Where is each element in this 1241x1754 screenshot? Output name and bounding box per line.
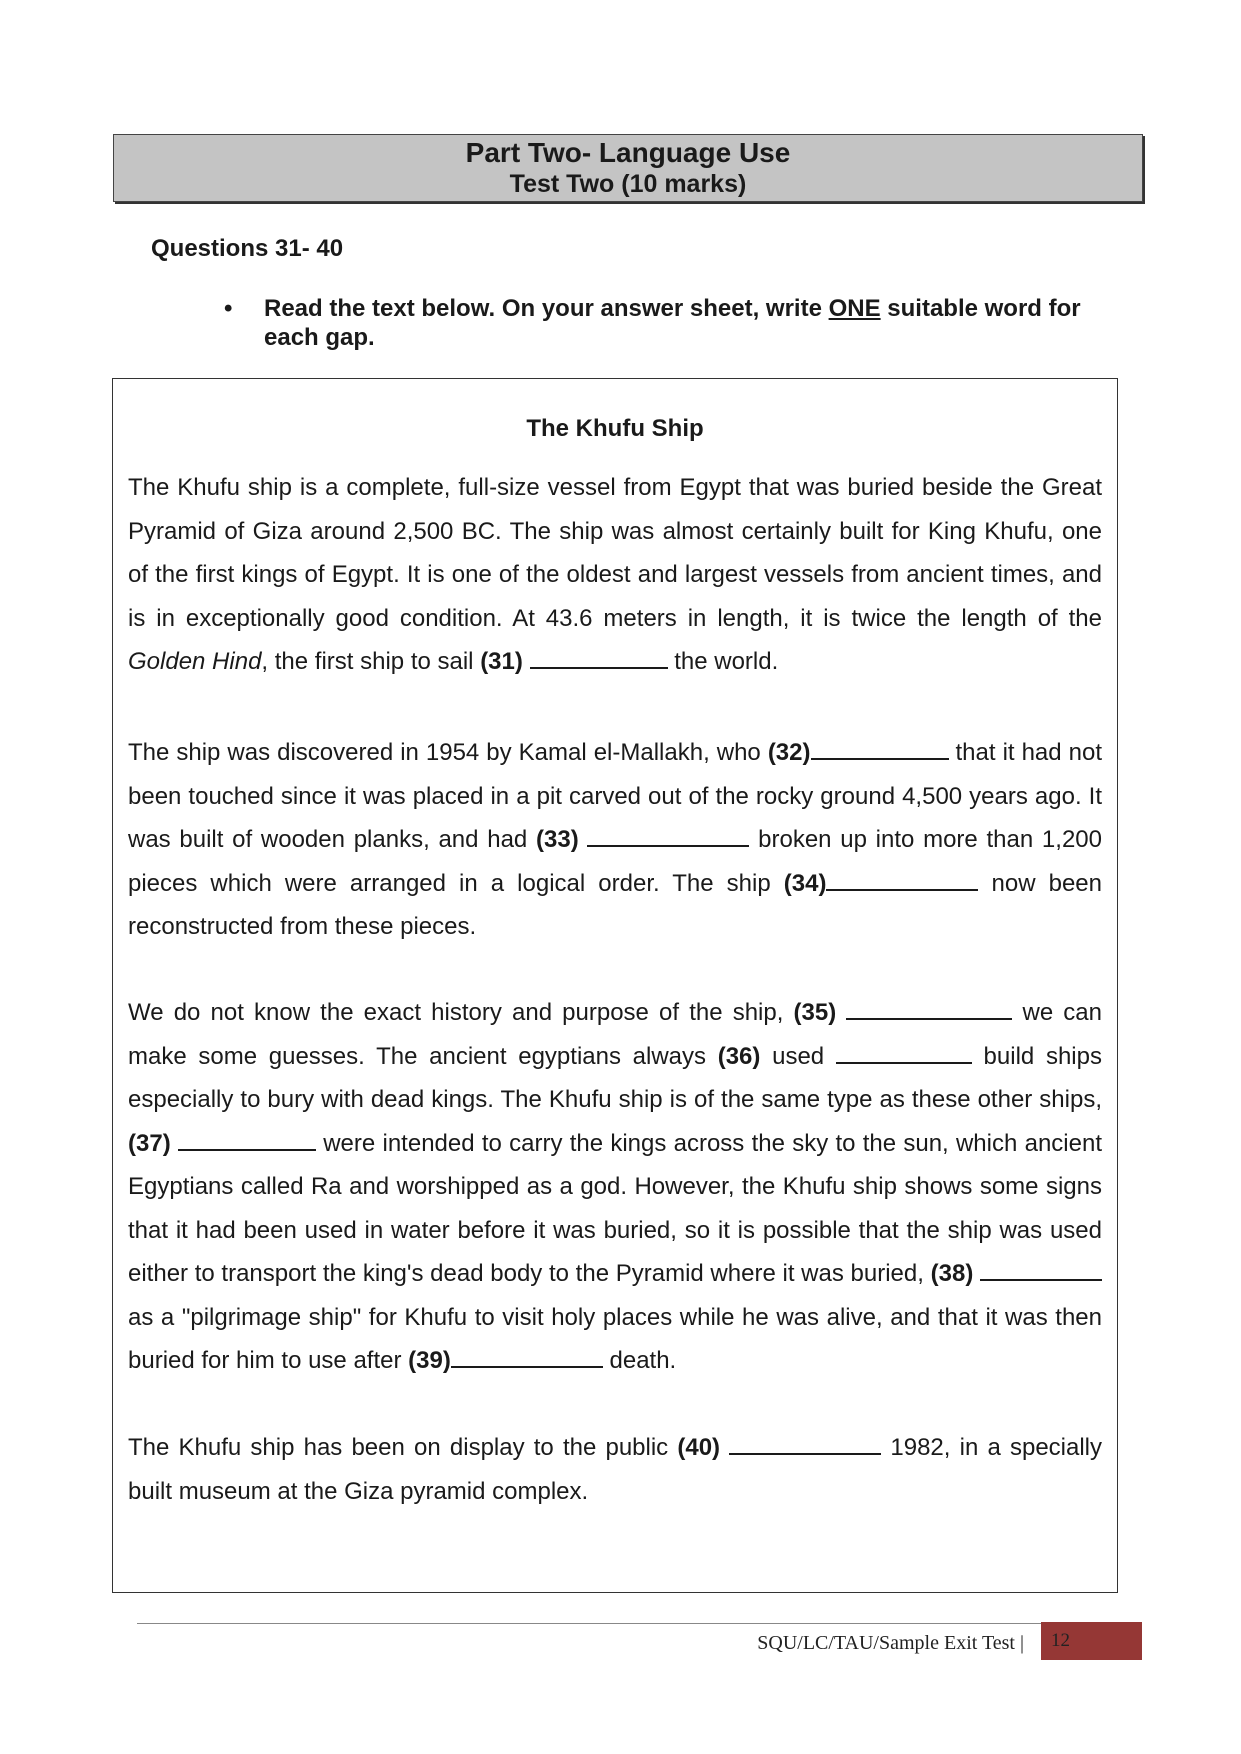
paragraph-3: We do not know the exact history and purpose of the ship, (35) we can make some guesses. The ancient egyptians always (36) used build ships especially to bury with dead kings. The Khufu ship is of the same type as these other ships, (37) were intended to carry the kings across the sky to the sun, which ancient Egyptians called Ra and worshipped as a god. However, the Khufu ship shows some signs that it had been used in water before it was buried, so it is possible that the ship was used either to transport the king's dead body to the Pyramid where it was buried, (38) as a "pilgrimage ship" for Khufu to visit holy places while he was alive, and that it was then buried for him to use after (39) death. — [128, 999, 1103, 1374]
page-number: 12 — [1041, 1622, 1142, 1660]
gap-36 — [836, 1042, 972, 1064]
paragraph-4: The Khufu ship has been on display to the public (40) 1982, in a specially built museum at the Giza pyramid complex. — [128, 1434, 1103, 1505]
gap-38 — [980, 1259, 1102, 1281]
instruction-text: Read the text below. On your answer sheet, write ONE suitable word for each gap. — [264, 295, 1081, 351]
gap-34 — [826, 869, 978, 891]
gap-33 — [587, 825, 749, 847]
question-31-label: (31) — [480, 648, 523, 675]
questions-label: Questions 31- 40 — [151, 235, 344, 262]
passage-title: The Khufu Ship — [526, 415, 704, 442]
paragraph-1: The Khufu ship is a complete, full-size vessel from Egypt that was buried beside the Great Pyramid of Giza around 2,500 BC. The ship was almost certainly built for King Khufu, one of the first kings of Egypt. It is one of the oldest and largest vessels from ancient times, and is in exceptionally good condition. At 43.6 meters in length, it is twice the length of the Golden Hind, the first ship to sail (31) the world. — [128, 474, 1102, 675]
section-subtitle: Test Two (10 marks) — [509, 170, 747, 198]
section-header — [113, 134, 1143, 202]
question-36-label: (36) — [717, 1042, 761, 1070]
paragraph-2: The ship was discovered in 1954 by Kamal el-Mallakh, who (32) that it had not been touched since it was placed in a pit carved out of the rocky ground 4,500 years ago. It was built of wooden planks, and had (33) broken up into more than 1,200 pieces which were arranged in a logical order. The ship (34) now been reconstructed from these pieces. — [128, 739, 1103, 940]
passage-box — [112, 378, 1118, 1593]
question-38-label: (38) — [930, 1260, 974, 1287]
gap-35 — [846, 998, 1012, 1020]
question-33-label: (33) — [536, 826, 579, 853]
gap-31 — [530, 647, 668, 669]
gap-32 — [811, 738, 949, 760]
question-37-label: (37) — [128, 1129, 171, 1157]
footer-text: SQU/LC/TAU/Sample Exit Test | — [757, 1632, 1024, 1654]
gap-39 — [451, 1346, 603, 1368]
bullet: • — [224, 295, 233, 322]
gap-37 — [178, 1129, 316, 1151]
question-40-label: (40) — [677, 1434, 721, 1461]
footer-rule — [137, 1623, 1057, 1624]
question-32-label: (32) — [767, 739, 811, 766]
section-title: Part Two- Language Use — [465, 137, 791, 168]
question-35-label: (35) — [793, 999, 837, 1026]
question-39-label: (39) — [408, 1347, 451, 1374]
instruction-emphasis: ONE — [828, 295, 881, 322]
gap-40 — [729, 1433, 881, 1455]
question-34-label: (34) — [783, 869, 827, 897]
